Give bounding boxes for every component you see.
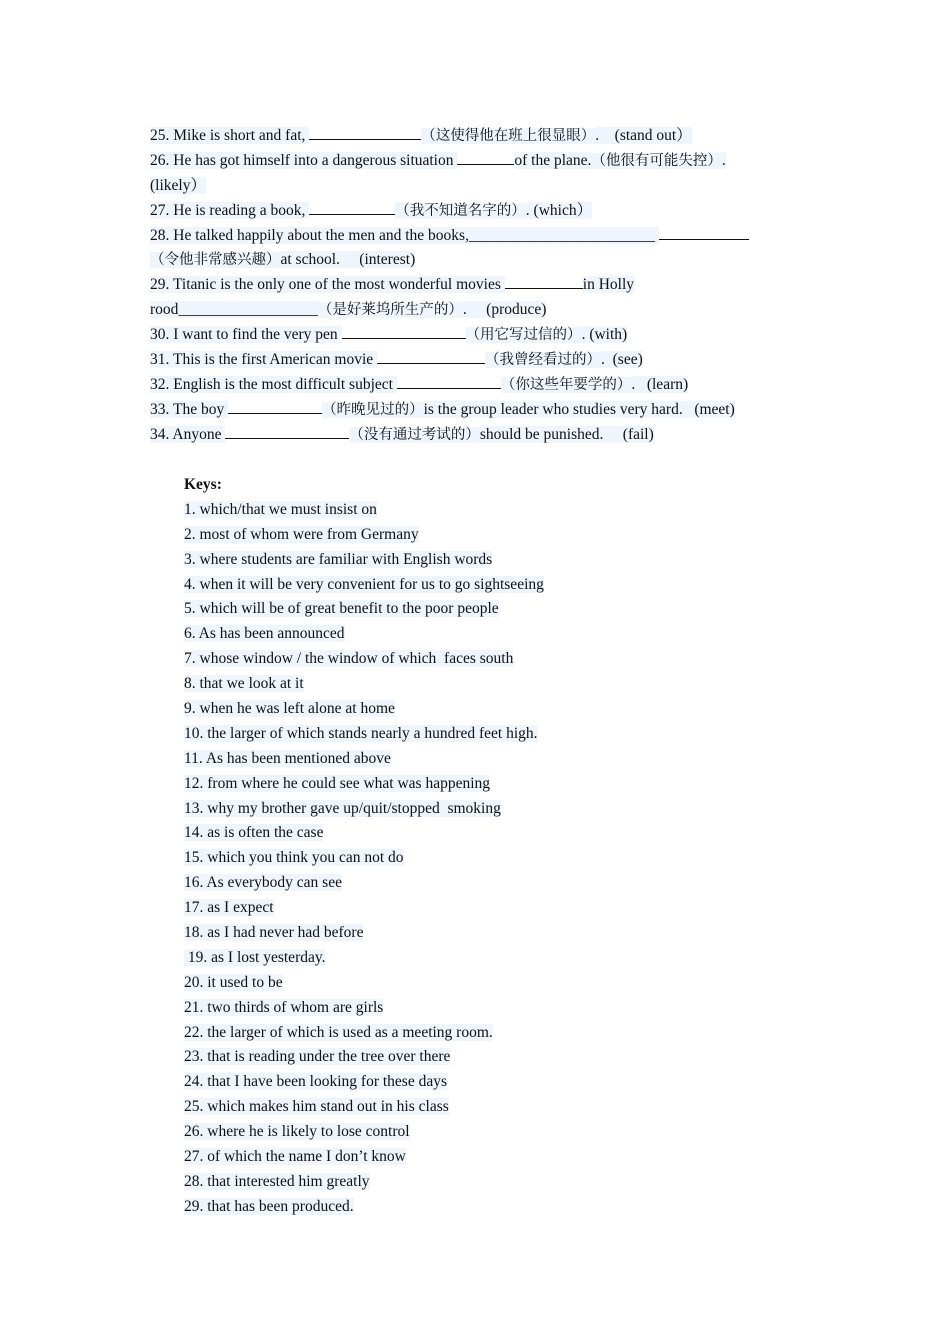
answer-blank[interactable] <box>228 399 322 414</box>
answer-keys-section <box>184 473 544 1220</box>
key-item: 22. the larger of which is used as a meeting room. <box>184 1023 493 1041</box>
question-28-continued: （令他非常感兴趣）at school. (interest) <box>150 251 416 269</box>
key-item: 17. as I expect <box>184 899 274 917</box>
question-26-continued: (likely） <box>150 176 206 194</box>
key-item: 15. which you think you can not do <box>184 849 404 867</box>
key-item: 12. from where he could see what was happening <box>184 774 491 792</box>
question-29: 29. Titanic is the only one of the most wonderful movies in Holly <box>150 276 635 294</box>
question-28: 28. He talked happily about the men and the books,________________________ <box>150 224 800 249</box>
key-item: 9. when he was left alone at home <box>184 700 395 718</box>
key-item: 23. that is reading under the tree over there <box>184 1048 451 1066</box>
question-33: 33. The boy （昨晚见过的）is the group leader who studies very hard. (meet) <box>150 400 735 418</box>
key-item: 25. which makes him stand out in his class <box>184 1098 449 1116</box>
answer-blank[interactable] <box>309 125 421 140</box>
key-item: 16. As everybody can see <box>184 874 342 892</box>
question-34: 34. Anyone （没有通过考试的）should be punished. (fail) <box>150 425 654 443</box>
question-31: 31. This is the first American movie （我曾经看过的）. (see) <box>150 351 643 369</box>
key-item: 8. that we look at it <box>184 675 304 693</box>
answer-blank[interactable] <box>342 324 466 339</box>
key-item: 11. As has been mentioned above <box>184 749 391 767</box>
key-item: 7. whose window / the window of which faces south <box>184 650 514 668</box>
key-item: 28. that interested him greatly <box>184 1172 370 1190</box>
key-item: 19. as I lost yesterday. <box>184 948 326 966</box>
key-item: 29. that has been produced. <box>184 1197 354 1215</box>
key-item: 13. why my brother gave up/quit/stopped smoking <box>184 799 501 817</box>
key-item: 4. when it will be very convenient for us to go sightseeing <box>184 575 544 593</box>
questions-section <box>150 124 800 448</box>
key-item: 3. where students are familiar with English words <box>184 550 493 568</box>
key-item: 1. which/that we must insist on <box>184 500 377 518</box>
question-30: 30. I want to find the very pen （用它写过信的）. (with) <box>150 326 628 344</box>
key-item: 27. of which the name I don’t know <box>184 1148 406 1166</box>
answer-blank[interactable] <box>397 374 501 389</box>
key-item: 20. it used to be <box>184 973 283 991</box>
key-item: 2. most of whom were from Germany <box>184 525 419 543</box>
key-item: 24. that I have been looking for these days <box>184 1073 447 1091</box>
answer-blank[interactable] <box>225 424 349 439</box>
question-26: 26. He has got himself into a dangerous situation of the plane.（他很有可能失控）. <box>150 151 726 169</box>
key-item: 21. two thirds of whom are girls <box>184 998 384 1016</box>
question-25: 25. Mike is short and fat, （这使得他在班上很显眼）. (stand out） <box>150 127 692 144</box>
question-32: 32. English is the most difficult subject （你这些年要学的）. (learn) <box>150 375 689 393</box>
answer-blank[interactable] <box>457 150 514 165</box>
answer-blank[interactable] <box>659 225 749 240</box>
question-29-continued: rood__________________（是好莱坞所生产的）. (produce) <box>150 301 547 319</box>
answer-blank[interactable] <box>309 200 395 215</box>
question-27: 27. He is reading a book, （我不知道名字的）. (which） <box>150 201 593 219</box>
key-item: 6. As has been announced <box>184 625 345 643</box>
key-item: 18. as I had never had before <box>184 924 364 942</box>
keys-heading: Keys: <box>184 476 222 493</box>
key-item: 14. as is often the case <box>184 824 324 842</box>
answer-blank[interactable] <box>377 349 485 364</box>
key-item: 5. which will be of great benefit to the poor people <box>184 600 499 618</box>
answer-blank[interactable] <box>505 274 583 289</box>
key-item: 10. the larger of which stands nearly a hundred feet high. <box>184 724 538 742</box>
key-item: 26. where he is likely to lose control <box>184 1123 410 1141</box>
